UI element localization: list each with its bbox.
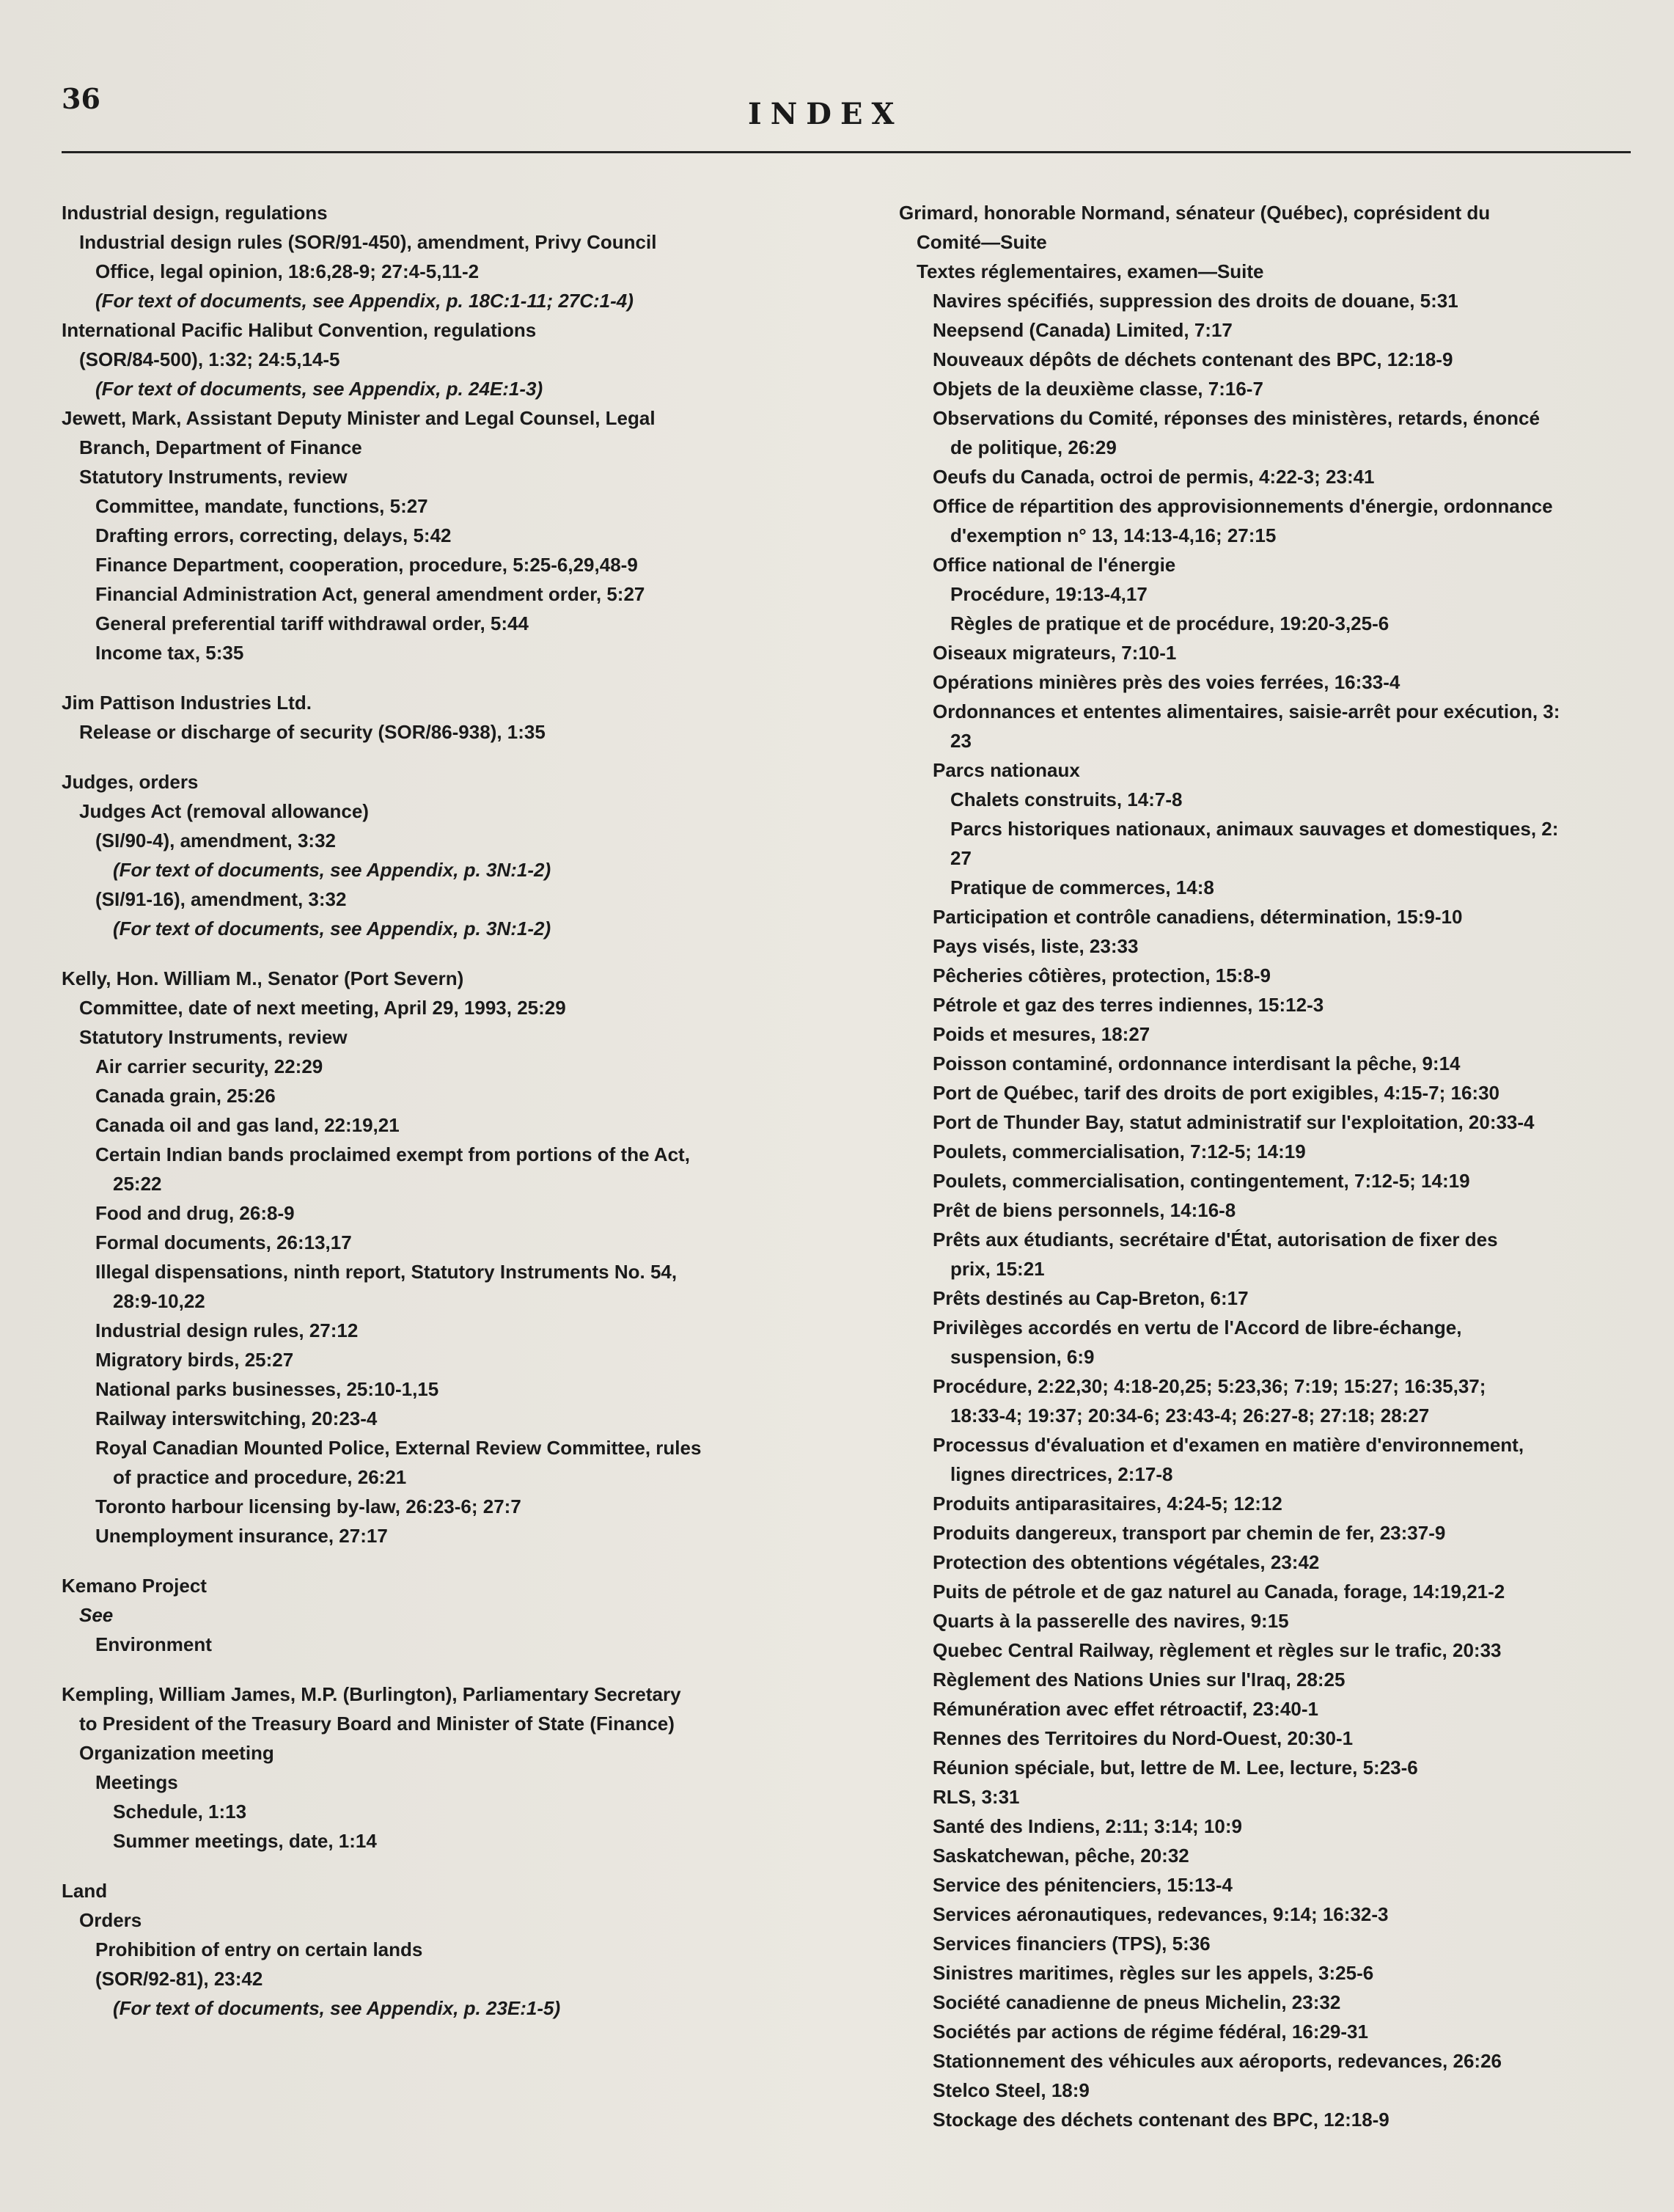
index-subentry: d'exemption n° 13, 14:13-4,16; 27:15 [950, 524, 1277, 546]
index-subentry: Nouveaux dépôts de déchets contenant des BPC, 12:18-9 [933, 348, 1453, 370]
index-heading: Judges, orders [62, 771, 199, 793]
index-subentry: Produits antiparasitaires, 4:24-5; 12:12 [933, 1493, 1282, 1515]
index-heading: International Pacific Halibut Convention, regulations [62, 319, 537, 341]
index-subentry: Canada oil and gas land, 22:19,21 [95, 1114, 400, 1136]
index-subentry: Règlement des Nations Unies sur l'Iraq, 28:25 [933, 1669, 1346, 1691]
index-subentry: RLS, 3:31 [933, 1786, 1020, 1808]
index-subentry: Opérations minières près des voies ferrées, 16:33-4 [933, 671, 1400, 693]
index-subentry: (SI/90-4), amendment, 3:32 [95, 830, 336, 852]
index-subentry: Canada grain, 25:26 [95, 1085, 276, 1107]
index-subentry: Meetings [95, 1771, 178, 1793]
index-subentry: Office de répartition des approvisionnements d'énergie, ordonnance [933, 495, 1553, 517]
index-subentry: Poids et mesures, 18:27 [933, 1023, 1150, 1045]
index-subentry: Formal documents, 26:13,17 [95, 1231, 352, 1253]
index-subentry: Pétrole et gaz des terres indiennes, 15:12-3 [933, 994, 1324, 1016]
index-heading: Industrial design, regulations [62, 202, 328, 224]
index-subentry: Office, legal opinion, 18:6,28-9; 27:4-5,11-2 [95, 260, 480, 282]
index-subentry: Committee, mandate, functions, 5:27 [95, 495, 428, 517]
index-subentry: Pêcheries côtières, protection, 15:8-9 [933, 964, 1271, 986]
index-subentry: Oeufs du Canada, octroi de permis, 4:22-3; 23:41 [933, 466, 1375, 488]
index-subentry: 25:22 [113, 1173, 162, 1195]
index-subentry: Prohibition of entry on certain lands [95, 1938, 423, 1960]
index-subentry: (For text of documents, see Appendix, p. 24E:1-3) [95, 378, 543, 400]
index-subentry: to President of the Treasury Board and Minister of State (Finance) [79, 1713, 675, 1735]
index-subentry: Environment [95, 1633, 212, 1655]
index-subentry: Committee, date of next meeting, April 29, 1993, 25:29 [79, 997, 566, 1019]
index-subentry: Orders [79, 1909, 142, 1931]
entry-spacer [62, 943, 817, 964]
index-subentry: Industrial design rules (SOR/91-450), amendment, Privy Council [79, 231, 657, 253]
index-subentry: Privilèges accordés en vertu de l'Accord de libre-échange, [933, 1316, 1462, 1338]
index-subentry: Quarts à la passerelle des navires, 9:15 [933, 1610, 1289, 1632]
index-subentry: Statutory Instruments, review [79, 466, 348, 488]
index-subentry: Office national de l'énergie [933, 554, 1176, 576]
index-subentry: Port de Thunder Bay, statut administratif sur l'exploitation, 20:33-4 [933, 1111, 1535, 1133]
entry-spacer [62, 667, 817, 688]
index-subentry: Parcs nationaux [933, 759, 1080, 781]
index-subentry: Unemployment insurance, 27:17 [95, 1525, 388, 1547]
index-subentry: Société canadienne de pneus Michelin, 23:32 [933, 1991, 1341, 2013]
index-subentry: Observations du Comité, réponses des ministères, retards, énoncé [933, 407, 1540, 429]
index-subentry: Branch, Department of Finance [79, 436, 362, 458]
index-subentry: Pratique de commerces, 14:8 [950, 876, 1214, 898]
index-subentry: Processus d'évaluation et d'examen en matière d'environnement, [933, 1434, 1524, 1456]
index-subentry: Toronto harbour licensing by-law, 26:23-6; 27:7 [95, 1495, 521, 1517]
page-number: 36 [62, 82, 100, 115]
left-index-column [62, 198, 817, 2023]
index-subentry: Puits de pétrole et de gaz naturel au Canada, forage, 14:19,21-2 [933, 1581, 1505, 1603]
index-subentry: prix, 15:21 [950, 1258, 1045, 1280]
index-subentry: Stockage des déchets contenant des BPC, 12:18-9 [933, 2109, 1390, 2131]
index-subentry: Stelco Steel, 18:9 [933, 2079, 1090, 2101]
index-subentry: Objets de la deuxième classe, 7:16-7 [933, 378, 1263, 400]
index-subentry: Drafting errors, correcting, delays, 5:42 [95, 524, 452, 546]
index-subentry: (For text of documents, see Appendix, p. 3N:1-2) [113, 859, 551, 881]
index-subentry: Saskatchewan, pêche, 20:32 [933, 1845, 1189, 1867]
index-subentry: Protection des obtentions végétales, 23:42 [933, 1551, 1320, 1573]
index-subentry: Certain Indian bands proclaimed exempt from portions of the Act, [95, 1143, 690, 1165]
index-subentry: Comité—Suite [917, 231, 1047, 253]
index-subentry: Release or discharge of security (SOR/86-938), 1:35 [79, 721, 546, 743]
right-index-column [899, 198, 1662, 2134]
index-heading: Land [62, 1880, 108, 1902]
index-subentry: Services financiers (TPS), 5:36 [933, 1933, 1211, 1955]
index-subentry: Rémunération avec effet rétroactif, 23:40-1 [933, 1698, 1318, 1720]
index-subentry: 27 [950, 847, 972, 869]
index-subentry: Organization meeting [79, 1742, 274, 1764]
entry-spacer [62, 1659, 817, 1680]
index-subentry: Navires spécifiés, suppression des droits de douane, 5:31 [933, 290, 1458, 312]
running-title: INDEX [748, 97, 903, 131]
index-subentry: Quebec Central Railway, règlement et règles sur le trafic, 20:33 [933, 1639, 1502, 1661]
entry-spacer [62, 1856, 817, 1876]
index-heading: Jim Pattison Industries Ltd. [62, 692, 312, 714]
index-heading: Grimard, honorable Normand, sénateur (Québec), coprésident du [899, 202, 1491, 224]
index-subentry: 18:33-4; 19:37; 20:34-6; 23:43-4; 26:27-8; 27:18; 28:27 [950, 1405, 1430, 1427]
index-heading: Kemano Project [62, 1575, 207, 1597]
index-subentry: Rennes des Territoires du Nord-Ouest, 20:30-1 [933, 1727, 1354, 1749]
index-subentry: Procédure, 2:22,30; 4:18-20,25; 5:23,36; 7:19; 15:27; 16:35,37; [933, 1375, 1486, 1397]
index-subentry: Statutory Instruments, review [79, 1026, 348, 1048]
index-subentry: Ordonnances et ententes alimentaires, saisie-arrêt pour exécution, 3: [933, 700, 1560, 722]
index-subentry: See [79, 1604, 114, 1626]
index-heading: Kelly, Hon. William M., Senator (Port Severn) [62, 967, 464, 989]
index-subentry: Santé des Indiens, 2:11; 3:14; 10:9 [933, 1815, 1242, 1837]
index-subentry: Industrial design rules, 27:12 [95, 1319, 359, 1341]
index-subentry: (SOR/92-81), 23:42 [95, 1968, 263, 1990]
index-subentry: Financial Administration Act, general amendment order, 5:27 [95, 583, 645, 605]
index-heading: Jewett, Mark, Assistant Deputy Minister and Legal Counsel, Legal [62, 407, 656, 429]
index-subentry: Income tax, 5:35 [95, 642, 244, 664]
index-subentry: Oiseaux migrateurs, 7:10-1 [933, 642, 1177, 664]
index-subentry: Schedule, 1:13 [113, 1801, 247, 1823]
index-subentry: Sinistres maritimes, règles sur les appels, 3:25-6 [933, 1962, 1374, 1984]
index-subentry: Prêts aux étudiants, secrétaire d'État, autorisation de fixer des [933, 1228, 1498, 1250]
index-subentry: Procédure, 19:13-4,17 [950, 583, 1148, 605]
entry-spacer [62, 1550, 817, 1571]
index-subentry: Stationnement des véhicules aux aéroports, redevances, 26:26 [933, 2050, 1502, 2072]
index-subentry: Neepsend (Canada) Limited, 7:17 [933, 319, 1233, 341]
index-subentry: Produits dangereux, transport par chemin de fer, 23:37-9 [933, 1522, 1446, 1544]
index-subentry: Pays visés, liste, 23:33 [933, 935, 1139, 957]
index-subentry: suspension, 6:9 [950, 1346, 1095, 1368]
index-subentry: Parcs historiques nationaux, animaux sauvages et domestiques, 2: [950, 818, 1559, 840]
index-subentry: Textes réglementaires, examen—Suite [917, 260, 1264, 282]
index-subentry: Judges Act (removal allowance) [79, 800, 369, 822]
index-subentry: Summer meetings, date, 1:14 [113, 1830, 377, 1852]
index-subentry: General preferential tariff withdrawal order, 5:44 [95, 612, 529, 634]
index-subentry: Poisson contaminé, ordonnance interdisant la pêche, 9:14 [933, 1052, 1461, 1074]
index-subentry: Prêt de biens personnels, 14:16-8 [933, 1199, 1236, 1221]
index-subentry: 23 [950, 730, 972, 752]
index-subentry: Illegal dispensations, ninth report, Statutory Instruments No. 54, [95, 1261, 678, 1283]
index-subentry: of practice and procedure, 26:21 [113, 1466, 407, 1488]
index-subentry: Services aéronautiques, redevances, 9:14; 16:32-3 [933, 1903, 1389, 1925]
index-subentry: Règles de pratique et de procédure, 19:20-3,25-6 [950, 612, 1390, 634]
index-subentry: Air carrier security, 22:29 [95, 1055, 323, 1077]
index-subentry: (For text of documents, see Appendix, p. 3N:1-2) [113, 918, 551, 940]
index-subentry: de politique, 26:29 [950, 436, 1117, 458]
index-subentry: Service des pénitenciers, 15:13-4 [933, 1874, 1233, 1896]
index-subentry: Railway interswitching, 20:23-4 [95, 1407, 378, 1429]
index-subentry: Food and drug, 26:8-9 [95, 1202, 295, 1224]
index-subentry: Chalets construits, 14:7-8 [950, 788, 1183, 810]
index-subentry: (For text of documents, see Appendix, p. 18C:1-11; 27C:1-4) [95, 290, 634, 312]
index-subentry: Sociétés par actions de régime fédéral, 16:29-31 [933, 2021, 1368, 2043]
entry-spacer [62, 747, 817, 767]
index-subentry: (For text of documents, see Appendix, p. 23E:1-5) [113, 1997, 561, 2019]
index-subentry: (SOR/84-500), 1:32; 24:5,14-5 [79, 348, 340, 370]
index-subentry: Poulets, commercialisation, 7:12-5; 14:19 [933, 1140, 1306, 1162]
index-subentry: Royal Canadian Mounted Police, External Review Committee, rules [95, 1437, 702, 1459]
index-subentry: Finance Department, cooperation, procedure, 5:25-6,29,48-9 [95, 554, 638, 576]
index-subentry: Port de Québec, tarif des droits de port exigibles, 4:15-7; 16:30 [933, 1082, 1500, 1104]
index-subentry: National parks businesses, 25:10-1,15 [95, 1378, 439, 1400]
index-subentry: Prêts destinés au Cap-Breton, 6:17 [933, 1287, 1249, 1309]
index-subentry: Migratory birds, 25:27 [95, 1349, 294, 1371]
index-subentry: Participation et contrôle canadiens, détermination, 15:9-10 [933, 906, 1463, 928]
index-subentry: Poulets, commercialisation, contingentement, 7:12-5; 14:19 [933, 1170, 1470, 1192]
index-subentry: Réunion spéciale, but, lettre de M. Lee, lecture, 5:23-6 [933, 1757, 1418, 1779]
index-subentry: lignes directrices, 2:17-8 [950, 1463, 1173, 1485]
index-subentry: (SI/91-16), amendment, 3:32 [95, 888, 347, 910]
header-rule [62, 151, 1631, 153]
index-subentry: 28:9-10,22 [113, 1290, 205, 1312]
index-heading: Kempling, William James, M.P. (Burlington), Parliamentary Secretary [62, 1683, 681, 1705]
